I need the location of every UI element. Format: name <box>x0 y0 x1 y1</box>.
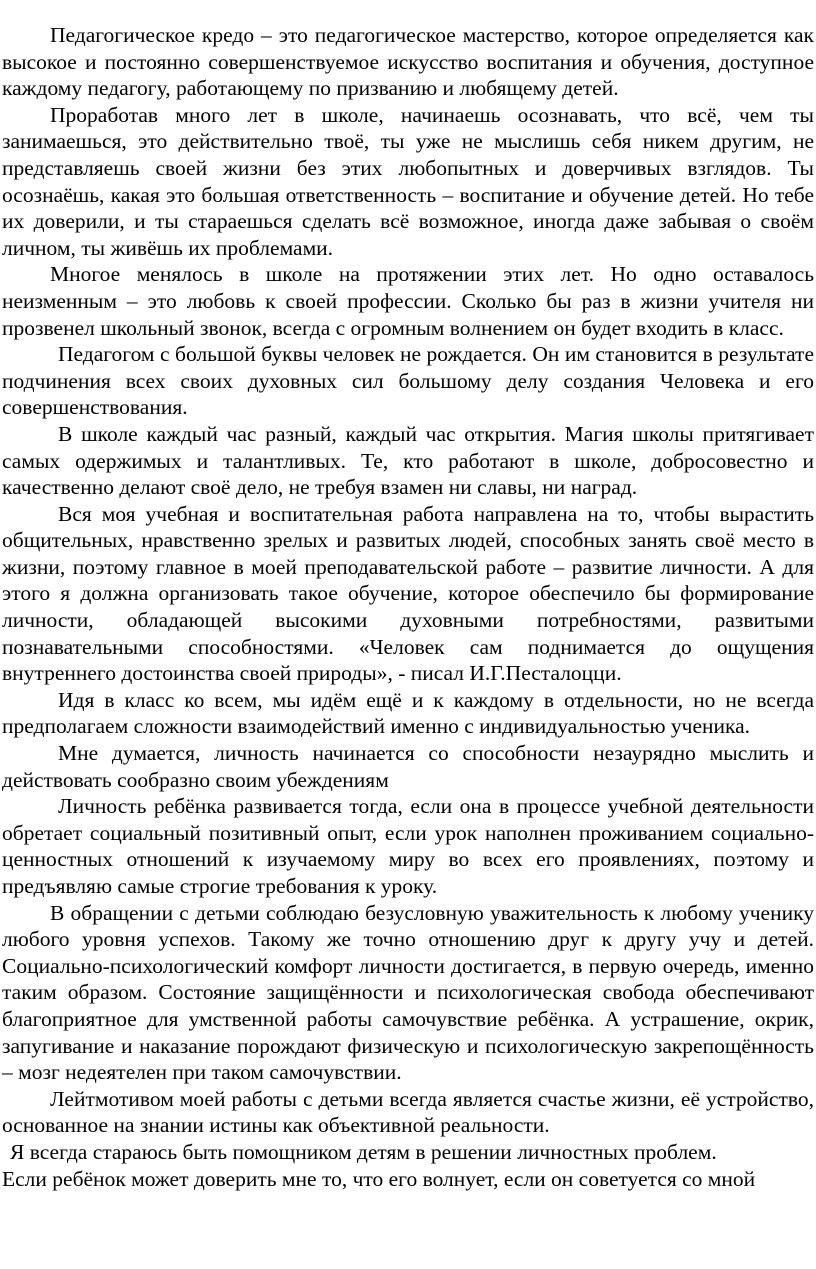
paragraph-educational-work: Вся моя учебная и воспитательная работа направлена на то, чтобы вырастить общительных, нравственно зрелых и развитых людей, способных занять своё место в жизни, поэтому главное в моей преподавательской работе – развитие личности. А для этого я должна организовать такое обучение, которое обеспечило бы формирование личности, обладающей высокими духовными потребностями, развитыми познавательными способностями. «Человек сам поднимается до ощущения внутреннего достоинства своей природы», - писал И.Г.Песталоцци. <box>2 501 814 686</box>
paragraph-love-of-profession: Многое менялось в школе на протяжении этих лет. Но одно оставалось неизменным – это любовь к своей профессии. Сколько бы раз в жизни учителя ни прозвенел школьный звонок, всегда с огромным волнением он будет входить в класс. <box>2 262 814 340</box>
paragraph-leitmotif: Лейтмотивом моей работы с детьми всегда является счастье жизни, её устройство, основанное на знании истины как объективной реальности. <box>2 1086 814 1138</box>
paragraph-helper: Я всегда стараюсь быть помощником детям в решении личностных проблем. <box>10 1139 717 1164</box>
document-page <box>0 22 816 1192</box>
paragraph-trust: Если ребёнок может доверить мне то, что его волнует, если он советуется со мной <box>2 1166 756 1191</box>
paragraph-years-in-school: Проработав много лет в школе, начинаешь осознавать, что всё, чем ты занимаешься, это действительно твоё, ты уже не мыслишь себя никем другим, не представляешь своей жизни без этих любопытных и доверчивых взглядов. Ты осознаёшь, какая это большая ответственность – воспитание и обучение детей. Но тебе их доверили, и ты стараешься сделать всё возможное, иногда даже забывая о своём личном, ты живёшь их проблемами. <box>2 102 814 260</box>
paragraph-respect-for-students: В обращении с детьми соблюдаю безусловную уважительность к любому ученику любого уровня успехов. Такому же точно отношению друг к другу учу и детей. Социально-психологический комфорт личности достигается, в первую очередь, именно таким образом. Состояние защищённости и психологическая свобода обеспечивают благоприятное для умственной работы самочувствие ребёнка. А устрашение, окрик, запугивание и наказание порождают физическую и психологическую закрепощённость – мозг недеятелен при таком самочувствии. <box>2 900 814 1085</box>
paragraph-teacher-with-capital: Педагогом с большой буквы человек не рождается. Он им становится в результате подчинения всех своих духовных сил большому делу создания Человека и его совершенствования. <box>2 342 814 420</box>
paragraph-school-magic: В школе каждый час разный, каждый час открытия. Магия школы притягивает самых одержимых и талантливых. Те, кто работают в школе, добросовестно и качественно делают своё дело, не требуя взамен ни славы, ни наград. <box>2 421 814 500</box>
paragraph-child-development: Личность ребёнка развивается тогда, если она в процессе учебной деятельности обретает социальный позитивный опыт, если урок наполнен проживанием социально-ценностных отношений к изучаемому миру во всех его проявлениях, поэтому и предъявляю самые строгие требования к уроку. <box>2 794 814 898</box>
paragraph-pedagogical-credo: Педагогическое кредо – это педагогическое мастерство, которое определяется как высокое и постоянно совершенствуемое искусство воспитания и обучения, доступное каждому педагогу, работающему по призванию и любящему детей. <box>2 23 814 101</box>
paragraph-individuality: Идя в класс ко всем, мы идём ещё и к каждому в отдельности, но не всегда предполагаем сложности взаимодействий именно с индивидуальностью ученика. <box>2 687 814 739</box>
paragraph-personality-begins: Мне думается, личность начинается со способности незаурядно мыслить и действовать сообразно своим убеждениям <box>2 741 814 792</box>
